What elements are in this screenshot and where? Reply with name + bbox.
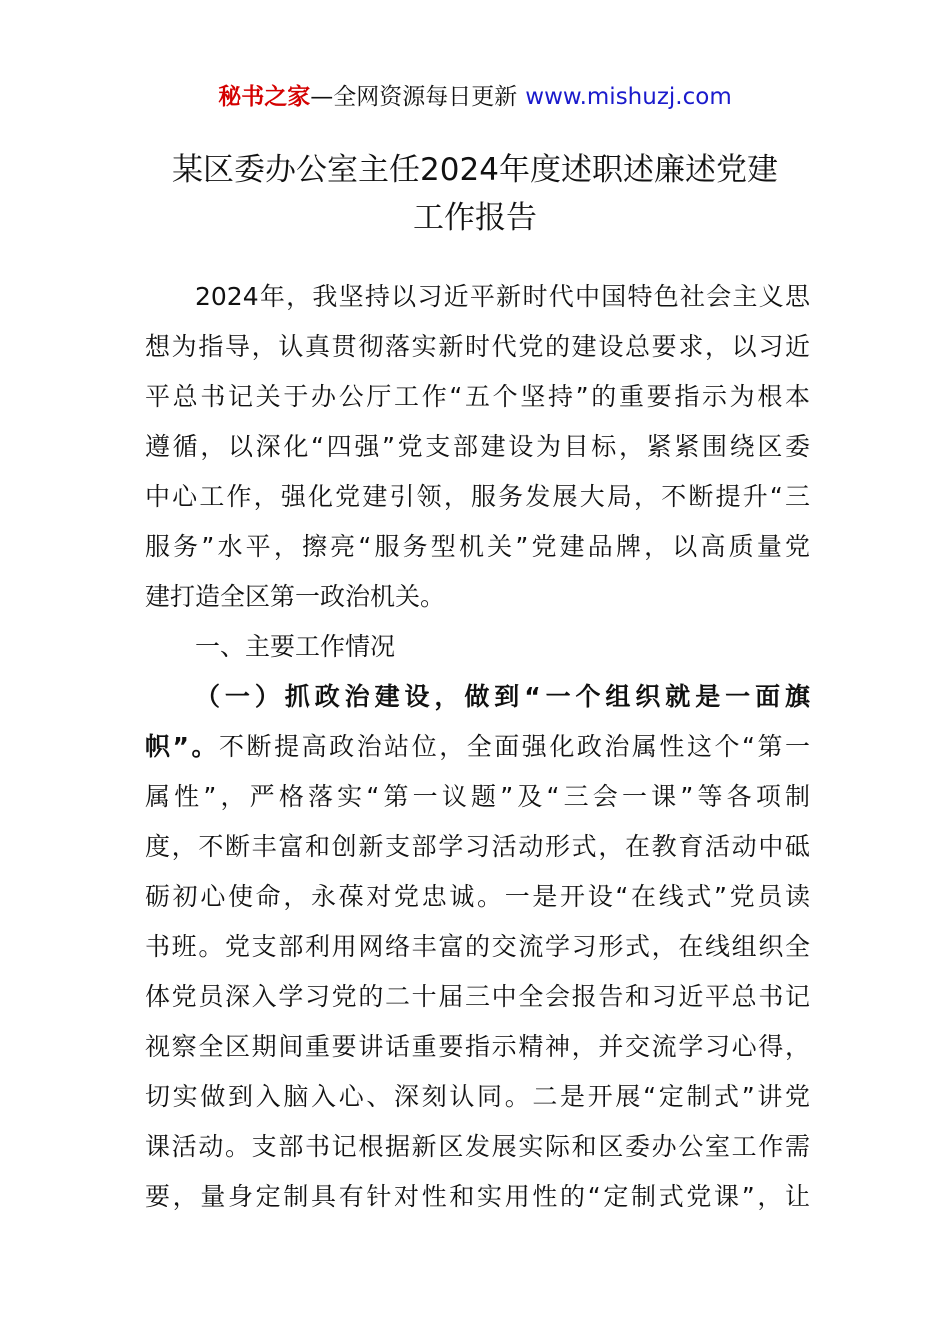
site-header: [0, 80, 950, 114]
paragraph-line-text: 不断提高政治站位，全面强化政治属性这个“第一: [219, 732, 810, 761]
paragraph-line: 服务”水平，擦亮“服务型机关”党建品牌，以高质量党: [145, 532, 810, 561]
paragraph-line: 课活动。支部书记根据新区发展实际和区委办公室工作需: [145, 1132, 810, 1161]
subsection-heading-end: 帜”。: [145, 732, 220, 761]
intro-paragraph: [145, 272, 810, 622]
paragraph-line: 遵循，以深化“四强”党支部建设为目标，紧紧围绕区委: [145, 432, 810, 461]
paragraph-line: 视察全区期间重要讲话重要指示精神，并交流学习心得，: [145, 1032, 810, 1061]
paragraph-line: 中心工作，强化党建引领，服务发展大局，不断提升“三: [145, 482, 810, 511]
site-tagline: —全网资源每日更新: [310, 84, 518, 110]
document-title-line-1: 某区委办公室主任2024年度述职述廉述党建: [172, 151, 778, 188]
paragraph-line: 属性”，严格落实“第一议题”及“三会一课”等各项制: [145, 782, 810, 811]
subsection-paragraph: [145, 672, 810, 1222]
paragraph-line: 建打造全区第一政治机关。: [145, 582, 446, 611]
paragraph-line: 体党员深入学习党的二十届三中全会报告和习近平总书记: [145, 982, 810, 1011]
paragraph-line: 想为指导，认真贯彻落实新时代党的建设总要求，以习近: [145, 332, 810, 361]
document-title-line-2: 工作报告: [413, 199, 537, 236]
section-heading: [145, 622, 810, 672]
site-url-link[interactable]: www.mishuzj.com: [525, 84, 732, 110]
paragraph-line: 切实做到入脑入心、深刻认同。二是开展“定制式”讲党: [145, 1082, 810, 1111]
paragraph-line: 要，量身定制具有针对性和实用性的“定制式党课”，让: [145, 1182, 810, 1211]
subsection-heading-line: （一）抓政治建设，做到“一个组织就是一面旗: [195, 682, 810, 711]
paragraph-line: 砺初心使命，永葆对党忠诚。一是开设“在线式”党员读: [145, 882, 810, 911]
paragraph-line: 度，不断丰富和创新支部学习活动形式，在教育活动中砥: [145, 832, 810, 861]
paragraph-line: 平总书记关于办公厅工作“五个坚持”的重要指示为根本: [145, 382, 810, 411]
paragraph-line: 2024年，我坚持以习近平新时代中国特色社会主义思: [195, 282, 810, 311]
paragraph-line: 书班。党支部利用网络丰富的交流学习形式，在线组织全: [145, 932, 810, 961]
section-heading-text: 一、主要工作情况: [195, 632, 396, 661]
site-brand: 秘书之家: [218, 84, 311, 110]
paragraph-line: [145, 722, 810, 772]
